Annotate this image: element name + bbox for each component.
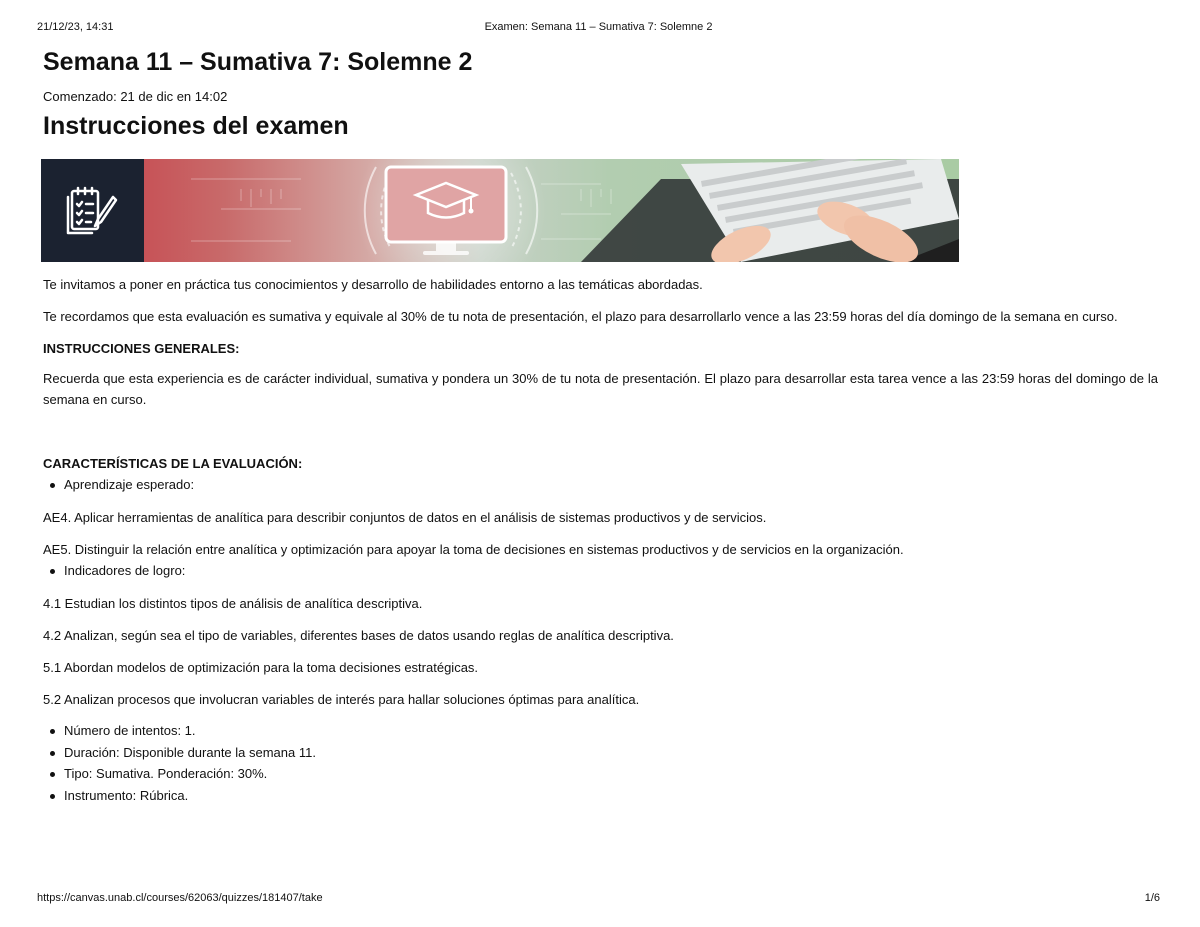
indicators-list [43, 560, 1158, 582]
quiz-title: Semana 11 – Sumativa 7: Solemne 2 [43, 48, 473, 76]
started-timestamp: Comenzado: 21 de dic en 14:02 [43, 89, 228, 104]
detail-item: Instrumento: Rúbrica. [64, 785, 1158, 807]
instructions-title: Instrucciones del examen [43, 112, 349, 140]
print-page-number: 1/6 [1144, 892, 1160, 904]
detail-item: Tipo: Sumativa. Ponderación: 30%. [64, 763, 1158, 785]
print-datetime: 21/12/23, 14:31 [37, 21, 114, 33]
indicators-label: Indicadores de logro: [64, 560, 1158, 582]
learning-list [43, 474, 1158, 496]
general-instructions-heading: INSTRUCCIONES GENERALES: [43, 341, 240, 356]
general-instructions-text: Recuerda que esta experiencia es de carácter individual, sumativa y pondera un 30% de tu nota de presentación. El plazo para desarrollar esta tarea vence a las 23:59 horas del domingo de la semana en curso. [43, 371, 1158, 407]
detail-item: Número de intentos: 1. [64, 720, 1158, 742]
graduation-cap-monitor-icon [386, 167, 506, 255]
learning-outcome-ae4: AE4. Aplicar herramientas de analítica para describir conjuntos de datos en el análisis de sistemas productivos y de servicios. [43, 510, 767, 525]
print-page-title: Examen: Semana 11 – Sumativa 7: Solemne 2 [484, 21, 713, 33]
intro-paragraph: Te invitamos a poner en práctica tus conocimientos y desarrollo de habilidades entorno a las temáticas abordadas. [43, 277, 703, 292]
indicator-item: 5.1 Abordan modelos de optimización para la toma decisiones estratégicas. [43, 660, 479, 675]
print-url: https://canvas.unab.cl/courses/62063/quizzes/181407/take [37, 892, 323, 904]
indicator-item: 4.2 Analizan, según sea el tipo de variables, diferentes bases de datos usando reglas de analítica descriptiva. [43, 628, 674, 643]
exam-banner-image [41, 159, 959, 262]
learning-outcome-ae5: AE5. Distinguir la relación entre analítica y optimización para apoyar la toma de decisiones en sistemas productivos y de servicios en la organización. [43, 542, 904, 557]
print-footer [37, 892, 1160, 908]
learning-label: Aprendizaje esperado: [64, 474, 1158, 496]
indicator-item: 4.1 Estudian los distintos tipos de análisis de analítica descriptiva. [43, 596, 423, 611]
characteristics-heading: CARACTERÍSTICAS DE LA EVALUACIÓN: [43, 456, 303, 471]
indicator-item: 5.2 Analizan procesos que involucran variables de interés para hallar soluciones óptimas para analítica. [43, 692, 640, 707]
evaluation-details-list [43, 720, 1158, 806]
detail-item: Duración: Disponible durante la semana 11. [64, 742, 1158, 764]
print-header [37, 21, 1160, 37]
quiz-content [43, 44, 1158, 806]
reminder-paragraph: Te recordamos que esta evaluación es sumativa y equivale al 30% de tu nota de presentación, el plazo para desarrollarlo vence a las 23:59 horas del día domingo de la semana en curso. [43, 309, 1118, 324]
